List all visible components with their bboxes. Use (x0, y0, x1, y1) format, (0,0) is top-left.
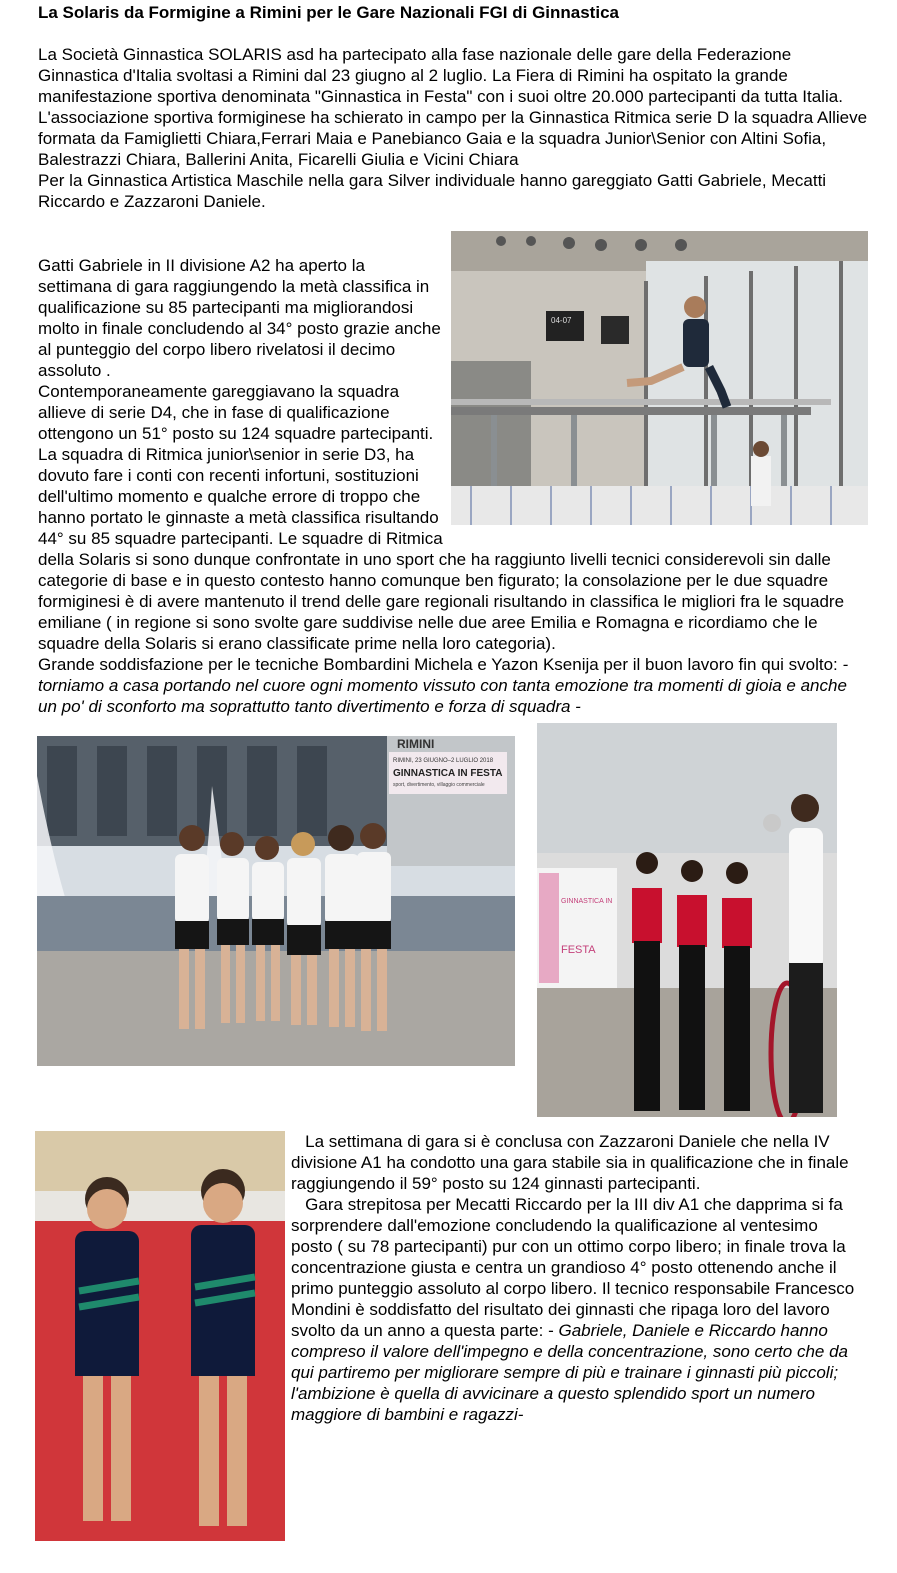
page-title: La Solaris da Formigine a Rimini per le Gare Nazionali FGI di Ginnastica (38, 3, 619, 22)
photo-ritmica-hoops (537, 723, 837, 1117)
coaches-lead: Grande soddisfazione per le tecniche Bombardini Michela e Yazon Ksenija per il buon lavoro fin qui svolto: (38, 655, 843, 674)
coaches-quote: -torniamo a casa portando nel cuore ogni momento vissuto con tanta emozione tra momenti di gioia e anche un po' di sconforto ma soprattutto tanto divertimento e forza di squadra - (38, 655, 849, 716)
team-fountain-image (37, 736, 515, 1066)
pink-banner-top: GINNASTICA IN (561, 898, 613, 905)
pink-banner-bottom: FESTA (561, 944, 596, 956)
intro-section (38, 44, 868, 212)
ritmica-paragraph: Contemporaneamente gareggiavano la squadra allieve di serie D4, che in fase di qualificazione ottengono un 51° posto su 124 squadre partecipanti. La squadra di Ritmica junior\senior in serie D3, ha dovuto fare i conti con recenti infortuni, sostituzioni dell'ultimo momento e qualche errore di troppo che hanno portato le ginnaste a metà classifica risultando 44° su 85 squadre partecipanti. Le squadre di Ritmica della Solaris si sono dunque confrontate in uno sport che ha raggiunto livelli tecnici considerevoli sin dalle categorie di base e in questo contesto hanno comunque ben figurato; la consolazione per le due squadre formiginesi è di avere mantenuto il trend delle gare regionali risultando in classifica le migliori fra le squadre emiliane ( in regione si sono svolte gare suddivise nelle due aree Emilia e Romagna e ricordiamo che le squadre della Solaris si erano classificate prime nella loro categoria). (38, 382, 845, 653)
photo-team-fountain (37, 736, 515, 1066)
rimini-building-text: RIMINI (397, 737, 435, 751)
photo-parallel-bars (451, 231, 868, 525)
parallel-bars-image (451, 231, 868, 525)
intro-paragraph-1: La Società Ginnastica SOLARIS asd ha partecipato alla fase nazionale delle gare della Federazione Ginnastica d'Italia svoltasi a Rimini dal 23 giugno al 2 luglio. La Fiera di Rimini ha ospitato la grande manifestazione sportiva denominata "Ginnastica in Festa" con i suoi oltre 20.000 partecipanti da tutta Italia. (38, 45, 843, 106)
festa-banner-title: GINNASTICA IN FESTA (393, 768, 503, 779)
gatti-paragraph: Gatti Gabriele in II divisione A2 ha aperto la settimana di gara raggiungendo la metà classifica in qualificazione su 85 partecipanti ma migliorandosi molto in finale concludendo al 34° posto grazie anche al punteggio del corpo libero rivelatosi il decimo assoluto . (38, 256, 441, 380)
mondini-quote: Gabriele, Daniele e Riccardo hanno compreso il valore dell'impegno e della concentrazione, sono certo che da qui partiremo per migliorare sempre di più e trainare i ginnasti più piccoli; l'ambizione è quella di avvicinare a questo splendido sport un numero maggiore di bambini e ragazzi- (291, 1321, 849, 1424)
intro-paragraph-3: Per la Ginnastica Artistica Maschile nella gara Silver individuale hanno gareggiato Gatti Gabriele, Mecatti Riccardo e Zazzaroni Daniele. (38, 171, 827, 211)
ritmica-section (38, 255, 868, 717)
gymnasts-boys-image (35, 1131, 285, 1541)
clock-board-text: 04-07 (551, 316, 572, 325)
artistica-section (35, 1131, 857, 1541)
intro-paragraph-2: L'associazione sportiva formiginese ha schierato in campo per la Ginnastica Ritmica serie D la squadra Allieve formata da Famiglietti Chiara,Ferrari Maia e Panebianco Gaia e la squadra Junior\Senior con Altini Sofia, Balestrazzi Chiara, Ballerini Anita, Ficarelli Giulia e Vicini Chiara (38, 108, 868, 169)
festa-banner-date: RIMINI, 23 GIUGNO–2 LUGLIO 2018 (393, 758, 494, 764)
mecatti-text: Gara strepitosa per Mecatti Riccardo per la III div A1 che dapprima si fa sorprendere dall'emozione concludendo la qualificazione al ventesimo posto ( su 78 partecipanti) pur con un ottimo corpo libero; in finale trova la concentrazione giusta e centra un grandioso 4° posto ottenendo anche il primo punteggio assoluto al corpo libero. Il tecnico responsabile Francesco Mondini è soddisfatto del risultato dei ginnasti che ripaga loro del lavoro svolto da un anno a questa parte: - (291, 1195, 855, 1340)
coaches-paragraph (38, 654, 868, 717)
photo-gymnasts-boys (35, 1131, 285, 1541)
zazzaroni-text: La settimana di gara si è conclusa con Zazzaroni Daniele che nella IV divisione A1 ha condotto una gara stabile sia in qualificazione che in finale raggiungendo il 59° posto su 124 ginnasti partecipanti. (291, 1132, 849, 1193)
festa-banner-sub: sport, divertimento, villaggio commerciale (393, 782, 485, 788)
ritmica-hoops-image (537, 723, 837, 1117)
